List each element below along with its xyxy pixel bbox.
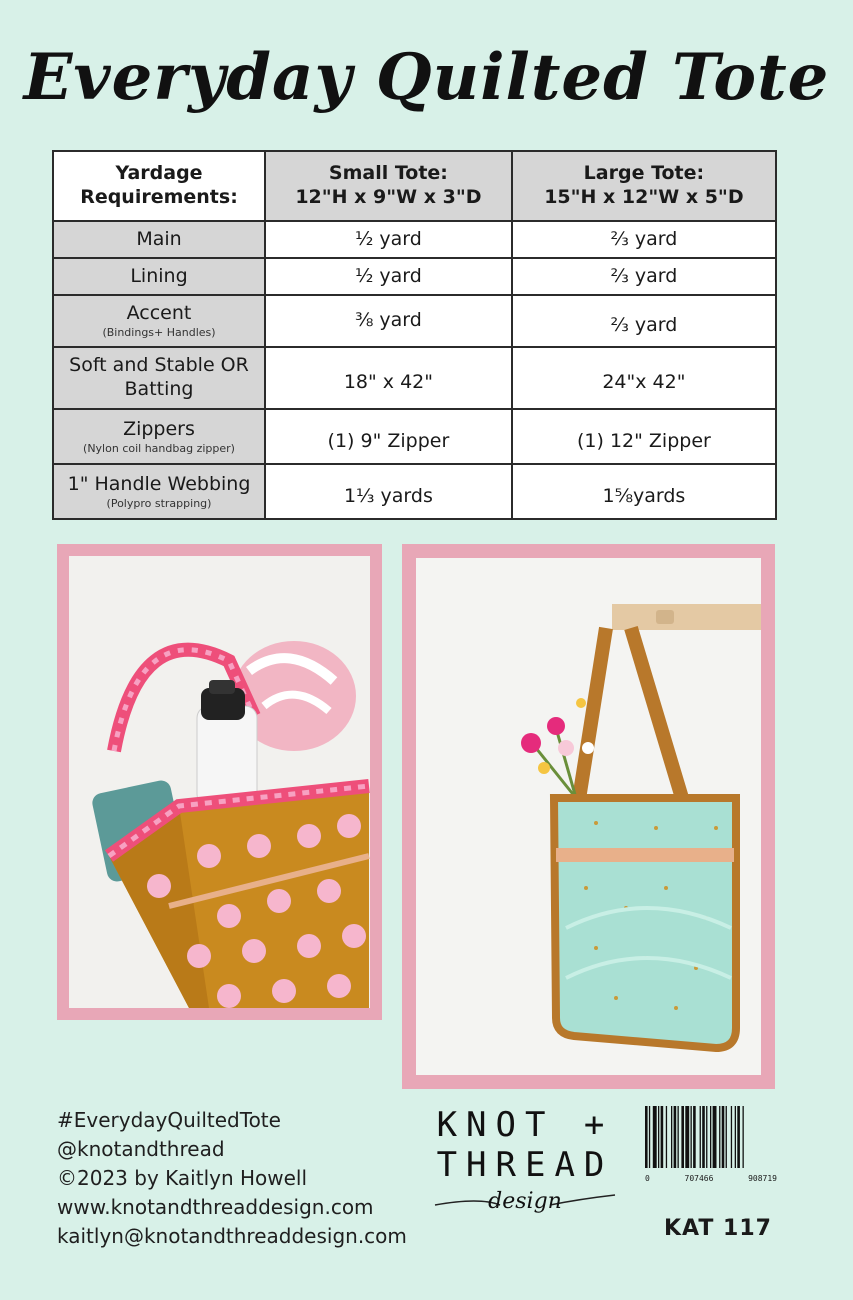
row-sublabel: (Bindings+ Handles): [102, 326, 216, 339]
row-label: 1" Handle Webbing (Polypro strapping): [53, 464, 265, 519]
row-label: Accent (Bindings+ Handles): [53, 295, 265, 347]
small-tote-photo-frame: [57, 544, 382, 1020]
table-row: [53, 409, 776, 464]
barcode-bar: [693, 1106, 696, 1168]
social-handle: @knotandthread: [57, 1137, 225, 1161]
small-tote-header: Small Tote: 12"H x 9"W x 3"D: [265, 151, 512, 221]
page-title: Everyday Quilted Tote: [23, 40, 830, 115]
row-sublabel: (Nylon coil handbag zipper): [83, 441, 235, 455]
brand-line-3: design: [430, 1187, 620, 1242]
small-value: ½ yard: [265, 221, 512, 258]
small-value: ½ yard: [265, 258, 512, 295]
barcode-bar: [710, 1106, 711, 1168]
large-value: 1⅝yards: [512, 464, 776, 519]
small-value: (1) 9" Zipper: [265, 409, 512, 464]
barcode-bar: [681, 1106, 684, 1168]
large-value: (1) 12" Zipper: [512, 409, 776, 464]
barcode-bar: [719, 1106, 720, 1168]
barcode-bar: [645, 1106, 648, 1168]
large-value: ⅔ yard: [512, 258, 776, 295]
barcode-bar: [678, 1106, 679, 1168]
row-label: Main: [53, 221, 265, 258]
large-tote-photo-frame: [402, 544, 775, 1089]
website-link[interactable]: www.knotandthreaddesign.com: [57, 1195, 374, 1219]
large-tote-photo: [416, 558, 761, 1075]
barcode-bar: [674, 1106, 677, 1168]
yardage-table: [52, 150, 777, 520]
barcode-bar: [653, 1106, 657, 1168]
large-value: 24"x 42": [512, 347, 776, 409]
barcode-bar: [737, 1106, 740, 1168]
table-row: [53, 258, 776, 295]
brand-logo: [430, 1105, 620, 1242]
barcode-bar: [691, 1106, 692, 1168]
barcode-bar: [735, 1106, 736, 1168]
barcode-bars: [645, 1106, 777, 1168]
table-row: [53, 347, 776, 409]
barcode-bar: [702, 1106, 705, 1168]
large-tote-header: Large Tote: 15"H x 12"W x 5"D: [512, 151, 776, 221]
row-sublabel: (Polypro strapping): [106, 496, 212, 510]
sku-code: KAT 117: [664, 1216, 772, 1241]
row-label: Zippers (Nylon coil handbag zipper): [53, 409, 265, 464]
row-label: Lining: [53, 258, 265, 295]
barcode-bar: [685, 1106, 689, 1168]
small-tote-illustration: [69, 556, 370, 1008]
contact-info: [57, 1106, 407, 1251]
barcode-bar: [671, 1106, 672, 1168]
barcode-bar: [726, 1106, 727, 1168]
barcode-bar: [666, 1106, 667, 1168]
barcode-bar: [722, 1106, 725, 1168]
email-link[interactable]: kaitlyn@knotandthreaddesign.com: [57, 1224, 407, 1248]
row-label: Soft and Stable OR Batting: [53, 347, 265, 409]
barcode-bar: [731, 1106, 732, 1168]
barcode-bar: [706, 1106, 707, 1168]
barcode-bar: [649, 1106, 650, 1168]
table-row: [53, 464, 776, 519]
table-row: [53, 295, 776, 347]
barcode-numbers: 0 707466 908719: [645, 1174, 777, 1183]
barcode: [645, 1106, 777, 1183]
small-value: 18" x 42": [265, 347, 512, 409]
brand-line-1: KNOT +: [436, 1105, 614, 1145]
small-value: ⅜ yard: [265, 295, 512, 347]
large-value: ⅔ yard: [512, 295, 776, 347]
brand-line-2: THREAD: [436, 1145, 614, 1185]
table-corner-header: Yardage Requirements:: [53, 151, 265, 221]
small-value: 1⅓ yards: [265, 464, 512, 519]
hashtag-text: #EverydayQuiltedTote: [57, 1108, 281, 1132]
table-header-row: [53, 151, 776, 221]
barcode-bar: [743, 1106, 744, 1168]
small-tote-photo: [69, 556, 370, 1008]
barcode-bar: [658, 1106, 659, 1168]
barcode-bar: [700, 1106, 701, 1168]
barcode-bar: [661, 1106, 664, 1168]
large-tote-illustration: [416, 558, 761, 1075]
large-value: ⅔ yard: [512, 221, 776, 258]
barcode-bar: [713, 1106, 717, 1168]
table-row: [53, 221, 776, 258]
copyright-text: ©2023 by Kaitlyn Howell: [57, 1166, 308, 1190]
